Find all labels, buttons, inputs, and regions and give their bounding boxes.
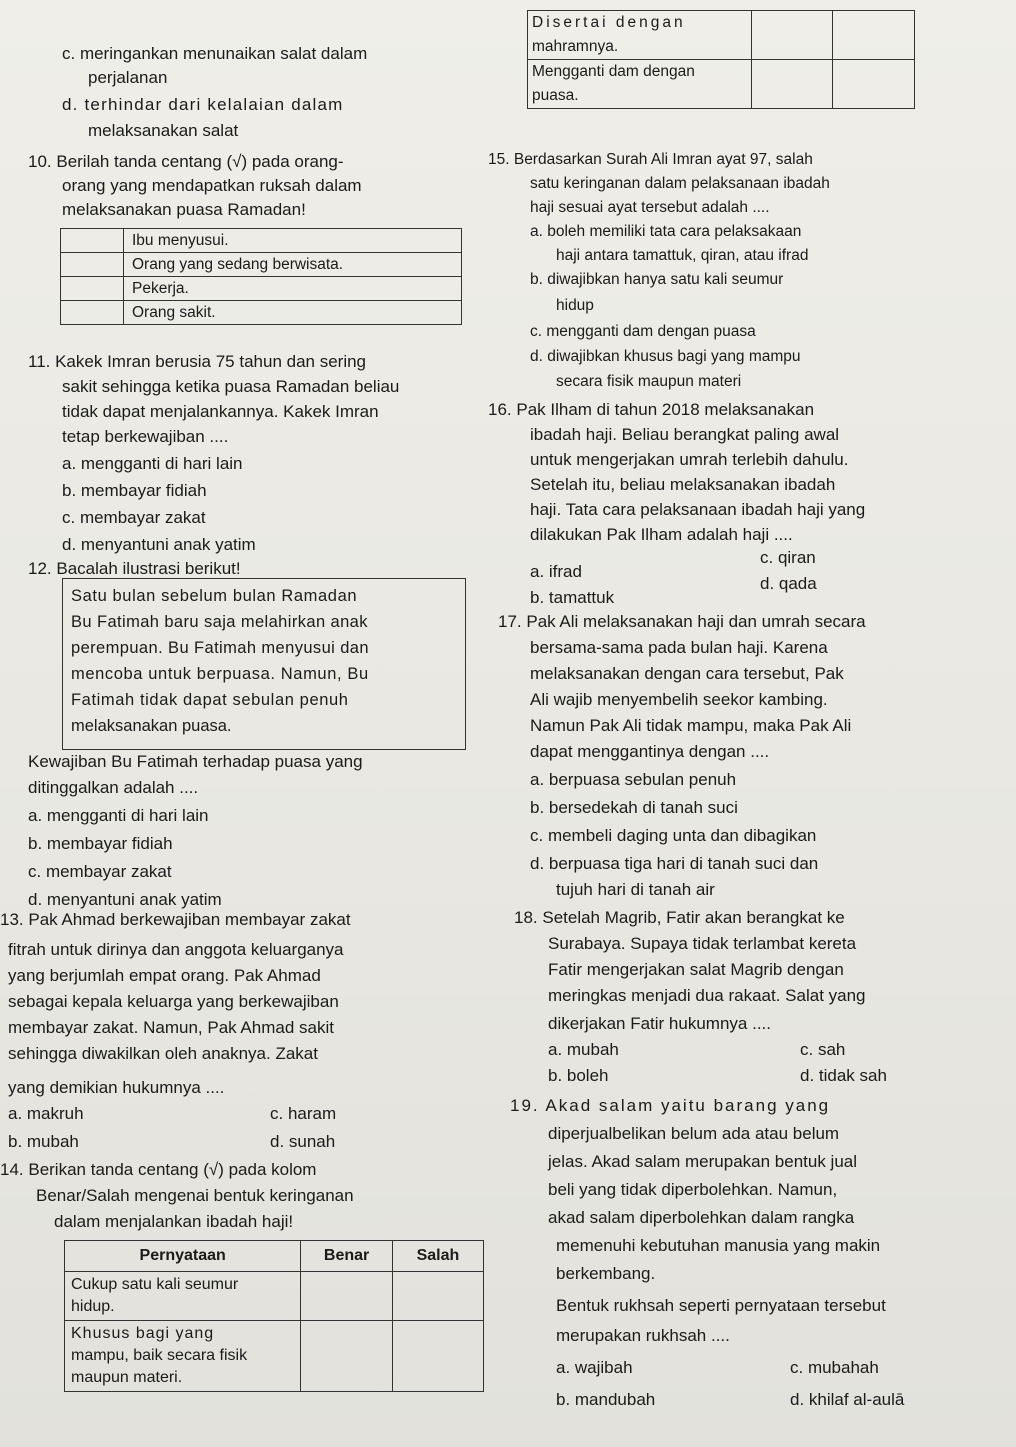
q19-text-7: berkembang. bbox=[556, 1264, 656, 1283]
q15-option-d[interactable]: d. diwajibkan khusus bagi yang mampu bbox=[530, 348, 801, 365]
q16-text-1: 16. Pak Ilham di tahun 2018 melaksanakan bbox=[488, 400, 815, 419]
q14-statement-line: mampu, baik secara fisik bbox=[71, 1347, 248, 1364]
q17-text-4: Ali wajib menyembelih seekor kambing. bbox=[530, 690, 828, 709]
top-row-line: puasa. bbox=[532, 87, 579, 104]
q14-header-true: Benar bbox=[301, 1241, 393, 1272]
q12-option-a[interactable]: a. mengganti di hari lain bbox=[28, 806, 209, 825]
q14-row bbox=[65, 1321, 484, 1392]
q16-option-a[interactable]: a. ifrad bbox=[530, 562, 582, 581]
q14-text-3: dalam menjalankan ibadah haji! bbox=[54, 1212, 294, 1231]
q19-option-d[interactable]: d. khilaf al-aulā bbox=[790, 1390, 905, 1409]
q11-option-a[interactable]: a. mengganti di hari lain bbox=[62, 454, 243, 473]
q13-option-d[interactable]: d. sunah bbox=[270, 1132, 336, 1151]
q16-text-4: Setelah itu, beliau melaksanakan ibadah bbox=[530, 475, 836, 494]
q15-option-a-cont: haji antara tamattuk, qiran, atau ifrad bbox=[556, 247, 809, 264]
q16-text-5: haji. Tata cara pelaksanaan ibadah haji yang bbox=[530, 500, 866, 519]
q13-text-2: fitrah untuk dirinya dan anggota keluarganya bbox=[8, 940, 344, 959]
q16-option-d[interactable]: d. qada bbox=[760, 574, 817, 593]
q19-text-1: 19. Akad salam yaitu barang yang bbox=[510, 1096, 831, 1115]
q13-text-7: yang demikian hukumnya .... bbox=[8, 1078, 225, 1097]
q12-illustration-box bbox=[62, 578, 466, 750]
q11-option-c[interactable]: c. membayar zakat bbox=[62, 508, 206, 527]
q17-option-a[interactable]: a. berpuasa sebulan penuh bbox=[530, 770, 737, 789]
q14-statement-line: maupun materi. bbox=[71, 1369, 183, 1386]
q9-option-c: c. meringankan menunaikan salat dalam bbox=[62, 44, 368, 63]
q15-text-2: satu keringanan dalam pelaksanaan ibadah bbox=[530, 175, 830, 192]
q19-text-9: merupakan rukhsah .... bbox=[556, 1326, 730, 1345]
q17-text-5: Namun Pak Ali tidak mampu, maka Pak Ali bbox=[530, 716, 852, 735]
q16-text-3: untuk mengerjakan umrah terlebih dahulu. bbox=[530, 450, 849, 469]
q17-text-1: 17. Pak Ali melaksanakan haji dan umrah secara bbox=[498, 612, 866, 631]
q10-row-label: Orang sakit. bbox=[124, 301, 462, 325]
q12-illus-line: Fatimah tidak dapat sebulan penuh bbox=[71, 691, 349, 709]
q18-text-1: 18. Setelah Magrib, Fatir akan berangkat ke bbox=[514, 908, 845, 927]
q19-text-8: Bentuk rukhsah seperti pernyataan tersebut bbox=[556, 1296, 886, 1315]
q14-true-cell[interactable] bbox=[301, 1321, 393, 1392]
q18-option-a[interactable]: a. mubah bbox=[548, 1040, 619, 1059]
q10-row bbox=[61, 253, 462, 277]
q13-text-5: membayar zakat. Namun, Pak Ahmad sakit bbox=[8, 1018, 334, 1037]
q13-option-c[interactable]: c. haram bbox=[270, 1104, 337, 1123]
q11-text-2: sakit sehingga ketika puasa Ramadan beliau bbox=[62, 377, 400, 396]
q10-row bbox=[61, 277, 462, 301]
q17-text-3: melaksanakan dengan cara tersebut, Pak bbox=[530, 664, 844, 683]
q16-option-c[interactable]: c. qiran bbox=[760, 548, 816, 567]
q12-illus-line: mencoba untuk berpuasa. Namun, Bu bbox=[71, 665, 369, 683]
q11-text-1: 11. Kakek Imran berusia 75 tahun dan sering bbox=[28, 352, 367, 371]
q9-option-c-cont: perjalanan bbox=[88, 68, 168, 87]
q18-text-2: Surabaya. Supaya tidak terlambat kereta bbox=[548, 934, 857, 953]
q13-option-b[interactable]: b. mubah bbox=[8, 1132, 79, 1151]
q9-continued-table bbox=[527, 10, 915, 140]
q16-text-2: ibadah haji. Beliau berangkat paling awal bbox=[530, 425, 840, 444]
q10-checkbox[interactable] bbox=[61, 229, 124, 253]
q12-question-2: ditinggalkan adalah .... bbox=[28, 778, 199, 797]
q9-option-d-cont: melaksanakan salat bbox=[88, 121, 239, 140]
q14-header-false: Salah bbox=[392, 1241, 483, 1272]
q19-option-c[interactable]: c. mubahah bbox=[790, 1358, 879, 1377]
q18-text-4: meringkas menjadi dua rakaat. Salat yang bbox=[548, 986, 866, 1005]
q18-option-c[interactable]: c. sah bbox=[800, 1040, 846, 1059]
q13-text-1: 13. Pak Ahmad berkewajiban membayar zakat bbox=[0, 910, 351, 929]
q17-option-c[interactable]: c. membeli daging unta dan dibagikan bbox=[530, 826, 817, 845]
q19-option-b[interactable]: b. mandubah bbox=[556, 1390, 656, 1409]
q10-row-label: Orang yang sedang berwisata. bbox=[124, 253, 462, 277]
q15-option-b[interactable]: b. diwajibkan hanya satu kali seumur bbox=[530, 271, 784, 288]
q15-option-d-cont: secara fisik maupun materi bbox=[556, 373, 742, 390]
q15-option-a[interactable]: a. boleh memiliki tata cara pelaksakaan bbox=[530, 223, 802, 240]
q17-option-d-cont: tujuh hari di tanah air bbox=[556, 880, 715, 899]
q12-question-1: Kewajiban Bu Fatimah terhadap puasa yang bbox=[28, 752, 363, 771]
q12-illus-line: Satu bulan sebelum bulan Ramadan bbox=[71, 587, 358, 605]
q15-option-b-cont: hidup bbox=[556, 297, 594, 314]
q18-option-d[interactable]: d. tidak sah bbox=[800, 1066, 887, 1085]
q19-text-3: jelas. Akad salam merupakan bentuk jual bbox=[548, 1152, 858, 1171]
q13-text-6: sehingga diwakilkan oleh anaknya. Zakat bbox=[8, 1044, 318, 1063]
q10-prompt-1: 10. Berilah tanda centang (√) pada orang- bbox=[28, 152, 344, 171]
q11-option-d[interactable]: d. menyantuni anak yatim bbox=[62, 535, 256, 554]
q18-option-b[interactable]: b. boleh bbox=[548, 1066, 609, 1085]
top-check-cell[interactable] bbox=[751, 60, 833, 109]
q10-row bbox=[61, 301, 462, 325]
q12-illus-line: melaksanakan puasa. bbox=[71, 717, 232, 735]
q10-checkbox[interactable] bbox=[61, 253, 124, 277]
q14-statement-line: Cukup satu kali seumur bbox=[71, 1276, 239, 1293]
q11-text-3: tidak dapat menjalankannya. Kakek Imran bbox=[62, 402, 379, 421]
q10-prompt-2: orang yang mendapatkan ruksah dalam bbox=[62, 176, 362, 195]
q19-option-a[interactable]: a. wajibah bbox=[556, 1358, 633, 1377]
q19-text-2: diperjualbelikan belum ada atau belum bbox=[548, 1124, 840, 1143]
top-check-cell[interactable] bbox=[833, 11, 915, 60]
q14-text-1: 14. Berikan tanda centang (√) pada kolom bbox=[0, 1160, 317, 1179]
q10-checkbox[interactable] bbox=[61, 277, 124, 301]
q13-text-3: yang berjumlah empat orang. Pak Ahmad bbox=[8, 966, 321, 985]
top-row-line: mahramnya. bbox=[532, 38, 619, 55]
q19-text-6: memenuhi kebutuhan manusia yang makin bbox=[556, 1236, 881, 1255]
top-check-cell[interactable] bbox=[833, 60, 915, 109]
q17-text-2: bersama-sama pada bulan haji. Karena bbox=[530, 638, 828, 657]
q14-text-2: Benar/Salah mengenai bentuk keringanan bbox=[36, 1186, 354, 1205]
q17-text-6: dapat menggantinya dengan .... bbox=[530, 742, 770, 761]
q10-prompt-3: melaksanakan puasa Ramadan! bbox=[62, 200, 306, 219]
q16-text-6: dilakukan Pak Ilham adalah haji .... bbox=[530, 525, 793, 544]
top-row-line: Disertai dengan bbox=[532, 14, 686, 31]
q10-checklist-table bbox=[60, 228, 462, 353]
q19-text-5: akad salam diperbolehkan dalam rangka bbox=[548, 1208, 855, 1227]
q14-true-cell[interactable] bbox=[301, 1272, 393, 1321]
q14-header-statement: Pernyataan bbox=[65, 1241, 301, 1272]
q14-row bbox=[65, 1272, 484, 1321]
q14-false-cell[interactable] bbox=[392, 1321, 483, 1392]
q14-statement-line: hidup. bbox=[71, 1298, 115, 1315]
top-row-line: Mengganti dam dengan bbox=[532, 63, 695, 80]
q15-text-1: 15. Berdasarkan Surah Ali Imran ayat 97, salah bbox=[488, 151, 813, 168]
q9-option-d: d. terhindar dari kelalaian dalam bbox=[62, 95, 344, 114]
q10-checkbox[interactable] bbox=[61, 301, 124, 325]
q12-illus-line: Bu Fatimah baru saja melahirkan anak bbox=[71, 613, 368, 631]
q15-option-c[interactable]: c. mengganti dam dengan puasa bbox=[530, 323, 756, 340]
q14-statement-line: Khusus bagi yang bbox=[71, 1325, 215, 1342]
q13-option-a[interactable]: a. makruh bbox=[8, 1104, 84, 1123]
q10-row-label: Ibu menyusui. bbox=[124, 229, 462, 253]
q15-text-3: haji sesuai ayat tersebut adalah .... bbox=[530, 199, 770, 216]
q12-prompt: 12. Bacalah ilustrasi berikut! bbox=[28, 559, 241, 578]
q10-row bbox=[61, 229, 462, 253]
q12-illus-line: perempuan. Bu Fatimah menyusui dan bbox=[71, 639, 369, 657]
q16-option-b[interactable]: b. tamattuk bbox=[530, 588, 615, 607]
q11-option-b[interactable]: b. membayar fidiah bbox=[62, 481, 207, 500]
q12-option-b[interactable]: b. membayar fidiah bbox=[28, 834, 173, 853]
q13-text-4: sebagai kepala keluarga yang berkewajiban bbox=[8, 992, 339, 1011]
q17-option-b[interactable]: b. bersedekah di tanah suci bbox=[530, 798, 738, 817]
q18-text-5: dikerjakan Fatir hukumnya .... bbox=[548, 1014, 771, 1033]
q14-table bbox=[64, 1240, 484, 1392]
q17-option-d[interactable]: d. berpuasa tiga hari di tanah suci dan bbox=[530, 854, 819, 873]
top-check-cell[interactable] bbox=[751, 11, 833, 60]
q19-text-4: beli yang tidak diperbolehkan. Namun, bbox=[548, 1180, 838, 1199]
q14-false-cell[interactable] bbox=[392, 1272, 483, 1321]
q11-text-4: tetap berkewajiban .... bbox=[62, 427, 229, 446]
q10-row-label: Pekerja. bbox=[124, 277, 462, 301]
q12-option-c[interactable]: c. membayar zakat bbox=[28, 862, 172, 881]
q18-text-3: Fatir mengerjakan salat Magrib dengan bbox=[548, 960, 844, 979]
q12-option-d[interactable]: d. menyantuni anak yatim bbox=[28, 890, 222, 909]
